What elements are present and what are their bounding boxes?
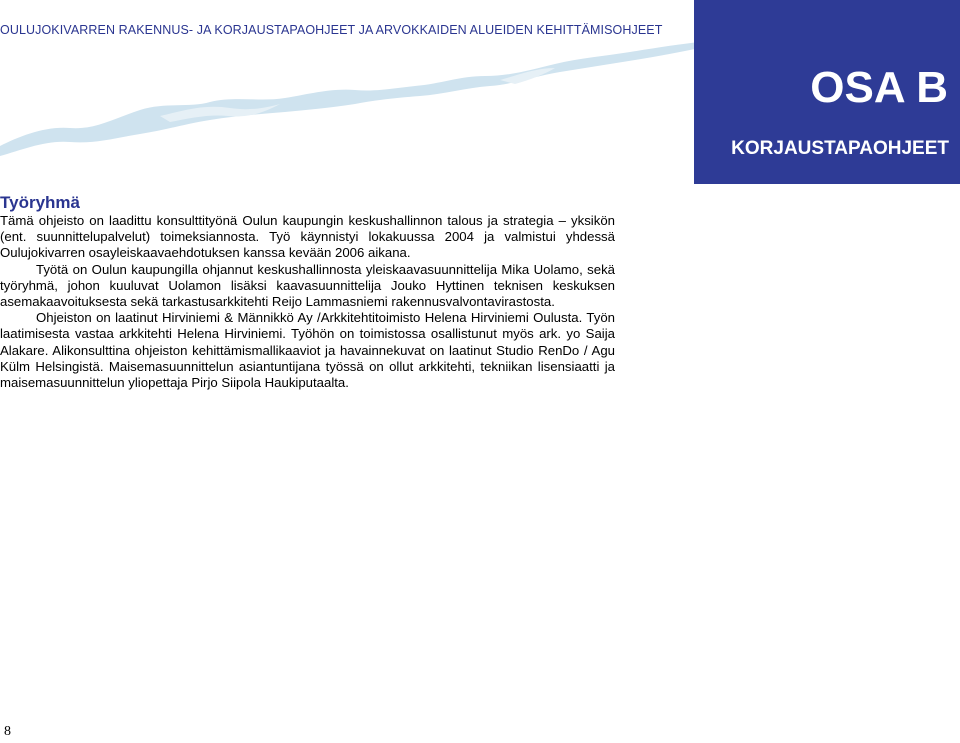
paragraph-commission: Tämä ohjeisto on laadittu konsulttityönä Oulun kaupungin keskushallinnon talous ja strategia – yksikön (ent. suunnittelupalvelut) toimeksiannosta. Työ käynnistyi lokakuussa 2004 ja valmistui yhdessä Oulujokivarren osayleiskaavaehdotuksen kanssa kevään 2006 aikana. bbox=[0, 213, 615, 261]
part-label: OSA B bbox=[810, 63, 948, 112]
paragraph-steering-group: Työtä on Oulun kaupungilla ohjannut keskushallinnosta yleiskaavasuunnittelija Mika Uolamo, sekä työryhmä, johon kuuluvat Uolamon lisäksi kaavasuunnittelija Jouko Hyttinen teknisen keskuksen asemakaavoituksesta sekä tarkastusarkkitehti Reijo Lammasniemi rakennusvalvontavirastosta. bbox=[0, 261, 615, 310]
section-heading: Työryhmä bbox=[0, 193, 80, 212]
river-illustration bbox=[0, 38, 700, 168]
header-title: OULUJOKIVARREN RAKENNUS- JA KORJAUSTAPAOHJEET JA ARVOKKAIDEN ALUEIDEN KEHITTÄMISOHJEET bbox=[0, 23, 663, 37]
paragraph-authors: Ohjeiston on laatinut Hirviniemi & Männikkö Ay /Arkkitehtitoimisto Helena Hirviniemi Oulusta. Työn laatimisesta vastaa arkkitehti Helena Hirviniemi. Työhön on toimistossa osallistunut myös ark. yo Saija Alakare. Alikonsulttina ohjeiston kehittämismallikaaviot ja havainnekuvat on laatinut Studio RenDo / Agu Külm Helsingistä. Maisemasuunnittelun asiantuntijana työssä on ollut arkkitehti, tekniikan lisensiaatti ja maisemasuunnittelun yliopettaja Pirjo Siipola Haukiputaalta. bbox=[0, 310, 615, 391]
page-number: 8 bbox=[4, 724, 11, 739]
section-tyoryhma bbox=[0, 193, 615, 391]
part-badge bbox=[694, 0, 960, 184]
part-subtitle: KORJAUSTAPAOHJEET bbox=[731, 138, 949, 159]
